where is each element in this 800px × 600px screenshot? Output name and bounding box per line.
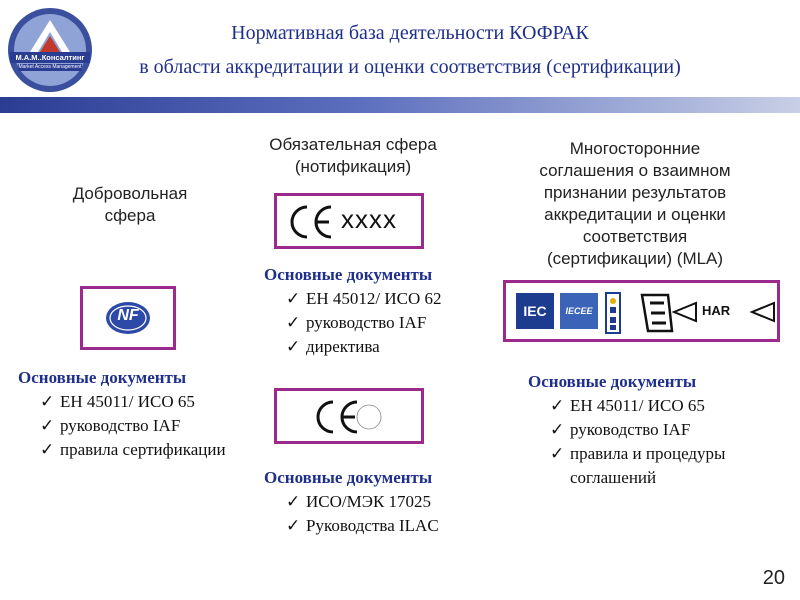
check-icon: ✓ xyxy=(40,440,55,459)
list-item: ✓ правила и процедуры xyxy=(548,442,788,466)
mandatory-docs2-title: Основные документы xyxy=(264,468,433,487)
check-icon: ✓ xyxy=(286,313,301,332)
har-logo: HAR xyxy=(702,303,731,318)
check-icon: ✓ xyxy=(286,337,301,356)
mla-docs-title: Основные документы xyxy=(528,372,697,391)
mandatory-heading-line1: Обязательная сфера xyxy=(269,135,437,154)
list-item: ✓ руководство IAF xyxy=(284,311,514,335)
list-item-continuation: соглашений xyxy=(570,468,657,487)
mandatory-docs-2 xyxy=(264,466,514,538)
voluntary-docs-title: Основные документы xyxy=(18,368,187,387)
iecee-logo: IECEE xyxy=(560,293,598,329)
check-icon: ✓ xyxy=(286,289,301,308)
check-icon: ✓ xyxy=(286,492,301,511)
list-item: ✓ ЕН 45011/ ИСО 65 xyxy=(548,394,788,418)
mandatory-heading-line2: (нотификация) xyxy=(294,157,412,176)
mandatory-docs-title: Основные документы xyxy=(264,265,433,284)
ce-mark-icon xyxy=(287,203,343,241)
list-item: ✓ директива xyxy=(284,335,514,359)
list-item: ✓ ИСО/МЭК 17025 xyxy=(284,490,514,514)
ce-number: xxxx xyxy=(341,204,397,234)
page-title-line1: Нормативная база деятельности КОФРАК xyxy=(231,22,589,44)
page-title-line2: в области аккредитации и оценки соответствия (сертификации) xyxy=(139,56,681,78)
ce-box xyxy=(274,388,424,444)
check-icon: ✓ xyxy=(40,392,55,411)
mla-logos-box xyxy=(503,280,780,342)
list-item: ✓ ЕН 45012/ ИСО 62 xyxy=(284,287,514,311)
nf-logo-text: NF xyxy=(117,307,139,324)
check-icon: ✓ xyxy=(286,516,301,535)
page-number: 20 xyxy=(762,567,785,589)
list-item: ✓ Руководства ILAC xyxy=(284,514,514,538)
mla-heading-line: Многосторонние xyxy=(569,139,701,158)
voluntary-heading-line1: Добровольная xyxy=(72,184,188,203)
header-divider-bar xyxy=(0,97,800,113)
logo-subtext: Market Access Management xyxy=(18,64,82,70)
ce-notified-box xyxy=(274,193,424,249)
mla-heading-line: соответствия xyxy=(582,227,688,246)
nf-logo-box xyxy=(80,286,176,350)
mla-docs xyxy=(528,370,788,490)
mla-heading-line: (сертификации) (MLA) xyxy=(546,249,724,268)
mla-heading-line: аккредитации и оценки xyxy=(544,205,726,224)
mla-heading-line: признании результатов xyxy=(543,183,727,202)
mla-heading xyxy=(510,138,760,270)
mandatory-heading xyxy=(248,134,458,178)
ce-mark-icon xyxy=(313,398,383,436)
list-item: ✓ руководство IAF xyxy=(38,414,268,438)
mla-heading-line: соглашения о взаимном xyxy=(539,161,731,180)
enec-mark-icon xyxy=(638,291,676,335)
check-icon: ✓ xyxy=(550,420,565,439)
check-icon: ✓ xyxy=(40,416,55,435)
list-item: ✓ ЕН 45011/ ИСО 65 xyxy=(38,390,268,414)
mandatory-docs xyxy=(264,263,514,359)
check-icon: ✓ xyxy=(550,444,565,463)
iec-logo: IEC xyxy=(516,293,554,329)
logo-text: М.А.М..Консалтинг xyxy=(15,53,85,62)
voluntary-heading xyxy=(30,183,230,227)
check-icon: ✓ xyxy=(550,396,565,415)
company-logo xyxy=(6,6,94,94)
list-item: ✓ руководство IAF xyxy=(548,418,788,442)
voluntary-heading-line2: сфера xyxy=(104,206,156,225)
list-item: ✓ правила сертификации xyxy=(38,438,268,462)
voluntary-docs xyxy=(18,366,268,462)
